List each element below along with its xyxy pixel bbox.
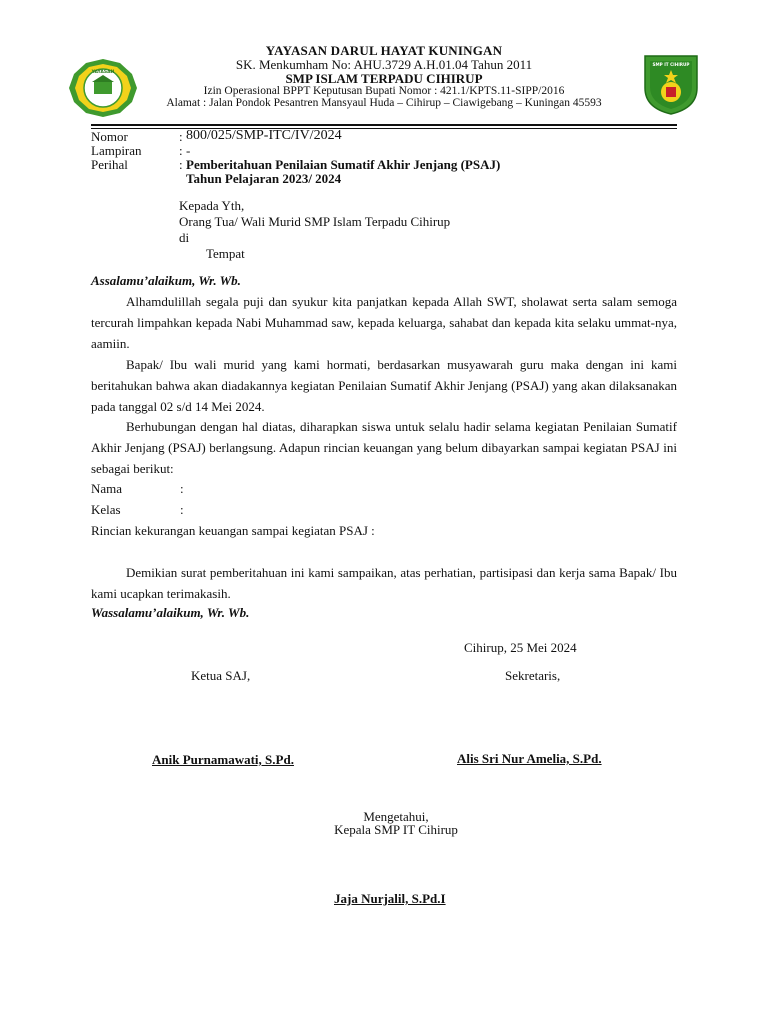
decree-number: SK. Menkumham No: AHU.3729 A.H.01.04 Tahun 2011 <box>235 57 533 72</box>
kelas-colon: : <box>180 502 184 517</box>
recipient-di: di <box>179 230 190 245</box>
rincian-text: Rincian kekurangan keuangan sampai kegiatan PSAJ : <box>91 523 375 538</box>
closing-greeting: Wassalamu’alaikum, Wr. Wb. <box>91 605 250 620</box>
perihal-line1: Pemberitahuan Penilaian Sumatif Akhir Jenjang (PSAJ) <box>186 157 501 172</box>
paragraph-3: Berhubungan dengan hal diatas, diharapkan siswa untuk selalu hadir selama kegiatan Penilaian Sumatif Akhir Jenjang (PSAJ) berlangsung. Adapun rincian keuangan yang belum dibayarkan sampai kegiatan PSAJ ini sebagai berikut: <box>91 419 677 476</box>
letterhead-divider-thick <box>91 124 677 126</box>
headmaster-title: Kepala SMP IT Cihirup <box>334 822 458 837</box>
closing-paragraph: Demikian surat pemberitahuan ini kami sampaikan, atas perhatian, partisipasi dan kerja sama Bapak/ Ibu kami ucapkan terimakasih. <box>91 565 677 601</box>
lampiran-label: Lampiran <box>91 143 142 158</box>
nama-colon: : <box>180 481 184 496</box>
lampiran-colon: : <box>179 143 183 158</box>
lampiran-value: - <box>186 143 191 158</box>
perihal-line2: Tahun Pelajaran 2023/ 2024 <box>186 171 342 186</box>
left-signer-role: Ketua SAJ, <box>191 668 251 683</box>
perihal-colon: : <box>179 157 183 172</box>
logo-right-text: SMP IT CIHIRUP <box>652 62 690 67</box>
recipient-name: Orang Tua/ Wali Murid SMP Islam Terpadu Cihirup <box>179 214 451 229</box>
perihal-label: Perihal <box>91 157 128 172</box>
kelas-label: Kelas <box>91 502 121 517</box>
paragraph-2: Bapak/ Ibu wali murid yang kami hormati, berdasarkan musyawarah guru maka dengan ini kami beritahukan bahwa akan diadakannya kegiatan Penilaian Sumatif Akhir Jenjang (PSAJ) yang akan dilaksanakan pada tanggal 02 s/d 14 Mei 2024. <box>91 357 677 414</box>
headmaster-name: Jaja Nurjalil, S.Pd.I <box>334 891 446 906</box>
school-address: Alamat : Jalan Pondok Pesantren Mansyaul Huda – Cihirup – Ciawigebang – Kuningan 45593 <box>166 97 602 109</box>
logo-left-text: YAYASAN <box>91 70 115 75</box>
right-signer-name: Alis Sri Nur Amelia, S.Pd. <box>457 751 602 766</box>
acknowledgement-label: Mengetahui, <box>363 809 429 824</box>
school-name: SMP ISLAM TERPADU CIHIRUP <box>285 71 483 86</box>
foundation-name: YAYASAN DARUL HAYAT KUNINGAN <box>265 43 503 58</box>
recipient-salutation: Kepada Yth, <box>179 198 245 213</box>
recipient-place: Tempat <box>206 246 245 261</box>
opening-greeting: Assalamu’alaikum, Wr. Wb. <box>91 273 241 288</box>
operational-permit: Izin Operasional BPPT Keputusan Bupati Nomor : 421.1/KPTS.11-SIPP/2016 <box>203 85 565 97</box>
right-signer-role: Sekretaris, <box>505 668 561 683</box>
nomor-value: 800/025/SMP-ITC/IV/2024 <box>186 128 342 143</box>
nomor-label: Nomor <box>91 129 128 144</box>
nama-label: Nama <box>91 481 123 496</box>
nomor-colon: : <box>179 129 183 144</box>
left-signer-name: Anik Purnamawati, S.Pd. <box>152 752 294 767</box>
paragraph-1: Alhamdulillah segala puji dan syukur kita panjatkan kepada Allah SWT, sholawat serta salam semoga tercurah limpahkan kepada Nabi Muhammad saw, kepada keluarga, sahabat dan kepada kita selaku ummat-nya, aamiin. <box>91 294 677 351</box>
place-date: Cihirup, 25 Mei 2024 <box>464 640 577 655</box>
